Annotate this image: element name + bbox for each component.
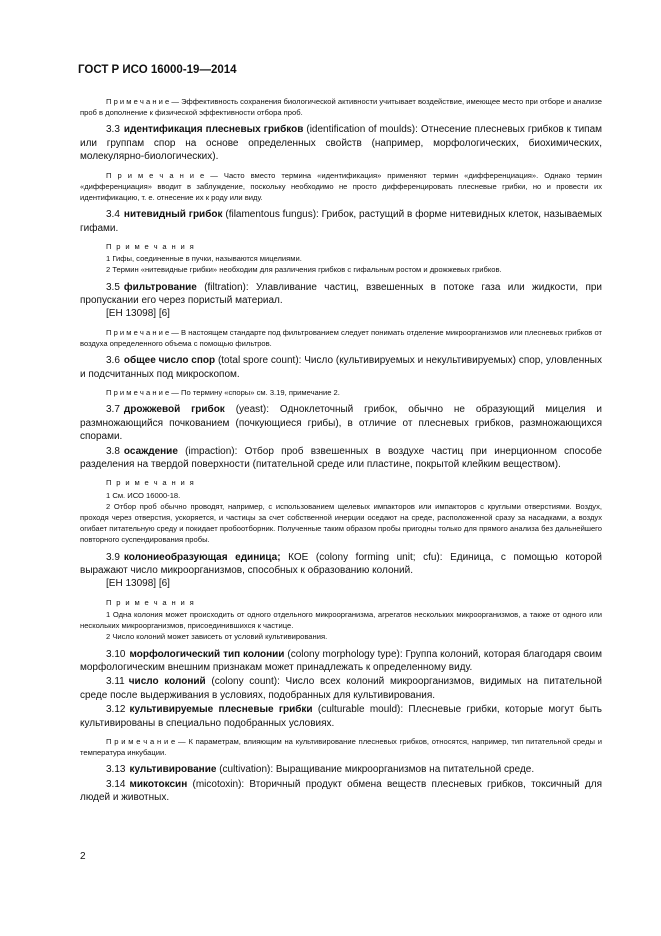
note-item: 1 См. ИСО 16000-18.	[106, 490, 181, 500]
page-number: 2	[80, 851, 86, 862]
term-entry-3-14: 3.14 микотоксин (micotoxin): Вторичный продукт обмена веществ плесневых грибков, токсичный для людей и животных.	[80, 778, 602, 804]
note: П р и м е ч а н и е — В настоящем стандарте под фильтрованием следует понимать отделение микроорганизмов или плесневых грибков от воздуха определенного объема с помощью фильтров.	[80, 327, 602, 349]
term-entry-3-5: 3.5 фильтрование (filtration): Улавливание частиц, взвешенных в потоке газа или жидкости, при пропускании его через пористый материал.	[80, 281, 603, 307]
note-item: 2 Отбор проб обычно проводят, например, с использованием щелевых импакторов или импакторов с круглыми отверстиями. Воздух, проходя через отверстия, ускоряется, и частицы за счет собственной инерции оседают на среде, расположенной сразу за насадками, а воздух огибает питательную среду и покидает пробоотборник. Полученные таким образом пробы пригодны только для прямого анализа без дальнейшего повторного суспендирования пробы.	[80, 501, 602, 545]
term-entry-3-13: 3.13 культивирование (cultivation): Выращивание микроорганизмов на питательной среде.	[106, 764, 535, 776]
note: П р и м е ч а н и е — По термину «споры» см. 3.19, примечание 2.	[106, 388, 340, 398]
reference: [ЕН 13098] [6]	[106, 308, 170, 320]
document-header: ГОСТ Р ИСО 16000-19—2014	[78, 64, 237, 76]
note: П р и м е ч а н и е — Часто вместо термина «идентификация» применяют термин «дифференциация». Однако термин «дифференциация» вводит в заблуждение, поскольку необходимо не просто дифференцировать плесневые грибки, но и провести их идентификацию, т. е. отнесение их к роду или виду.	[80, 170, 602, 203]
note-item: 1 Гифы, соединенные в пучки, называются мицелиями.	[106, 254, 302, 264]
document-body	[80, 96, 602, 811]
term-entry-3-6: 3.6 общее число спор (total spore count): Число (культивируемых и некультивируемых) спор, уловленных и подсчитанных под микроскопом.	[80, 355, 602, 380]
note-item: 2 Термин «нитевидные грибки» необходим для различения грибков с гифальным ростом и дрожжевых грибков.	[106, 265, 502, 275]
term-entry-3-11: 3.11 число колоний (colony count): Число всех колоний микроорганизмов, видимых на питательной среде после выдерживания в условиях, подобранных для культивирования.	[80, 676, 602, 701]
notes-heading: П р и м е ч а н и я	[106, 242, 196, 252]
term-entry-3-10: 3.10 морфологический тип колонии (colony morphology type): Группа колоний, которая благодаря своим морфологическим внешним признакам может принадлежать к определенному виду.	[80, 648, 602, 673]
term-entry-3-7: 3.7 дрожжевой грибок (yeast): Одноклеточный грибок, обычно не образующий мицелия и размножающийся почкованием (почкующиеся грибы), в отличие от плесневых грибков, размножающихся спорами.	[80, 404, 603, 443]
term-entry-3-4: 3.4 нитевидный грибок (filamentous fungus): Грибок, растущий в форме нитевидных клеток, называемых гифами.	[80, 209, 603, 234]
note-item: 1 Одна колония может происходить от одного отдельного микроорганизма, агрегатов нескольких микроорганизмов, а также от одного или нескольких микроорганизмов, присоединившихся к частице.	[80, 609, 602, 631]
reference: [ЕН 13098] [6]	[106, 578, 170, 590]
term-entry-3-3: 3.3 идентификация плесневых грибков (identification of moulds): Отнесение плесневых грибков к типам или группам спор на основе определенных свойств (например, морфологических, биохимических, молекулярно-биологических).	[80, 124, 603, 163]
term-entry-3-8: 3.8 осаждение (impaction): Отбор проб взвешенных в воздухе частиц при инерционном способе разделения на твердой поверхности (питательной среде или пластине, покрытой клейким веществом).	[80, 445, 602, 470]
notes-heading: П р и м е ч а н и я	[106, 597, 196, 607]
notes-heading: П р и м е ч а н и я	[106, 478, 196, 488]
note: П р и м е ч а н и е — Эффективность сохранения биологической активности учитывает воздействие, имеющее место при отборе и анализе проб в дополнение к физической эффективности отбора проб.	[80, 97, 602, 118]
term-entry-3-9: 3.9 колониеобразующая единица; КОЕ (colony forming unit; cfu): Единица, с помощью которой выражают число микроорганизмов, способных к образованию колоний.	[80, 551, 602, 576]
note: П р и м е ч а н и е — К параметрам, влияющим на культивирование плесневых грибков, относятся, например, тип питательной среды и температура инкубации.	[80, 737, 602, 758]
term-entry-3-12: 3.12 культивируемые плесневые грибки (culturable mould): Плесневые грибки, которые могут быть культивированы в специально подобранных условиях.	[80, 704, 603, 729]
note-item: 2 Число колоний может зависеть от условий культивирования.	[106, 632, 328, 642]
